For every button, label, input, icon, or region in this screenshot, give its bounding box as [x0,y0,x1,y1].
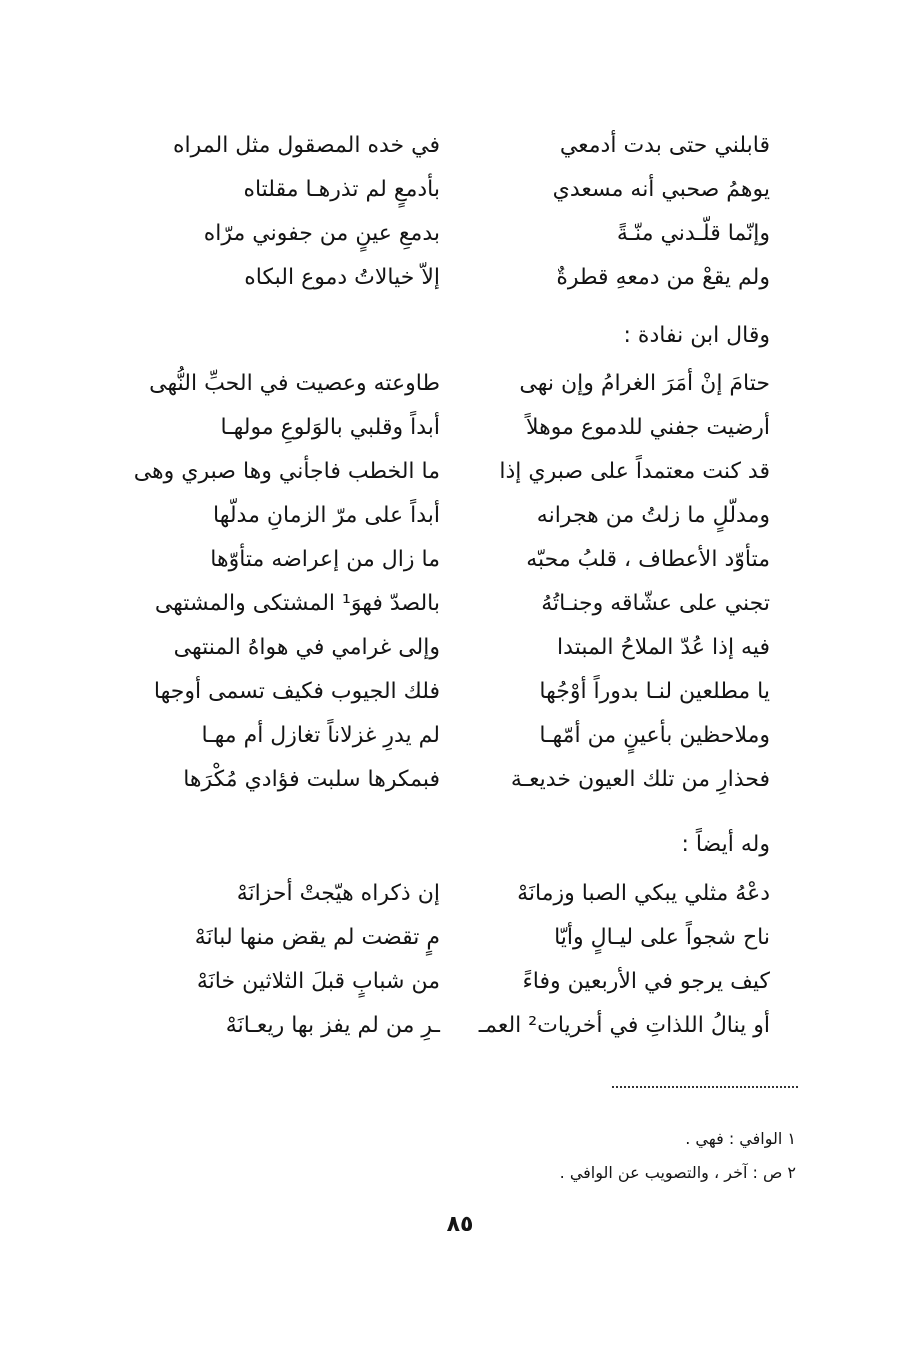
verse-first-hemistich: دعْهُ مثلي يبكي الصبا وزمانَهْ [517,881,770,906]
poem-3 [150,876,770,1052]
verse-first-hemistich: فحذارِ من تلك العيون خديعـة [510,767,770,792]
footnote-2: ٢ ص : آخر ، والتصويب عن الوافي . [559,1163,796,1182]
verse [150,586,770,630]
verse [150,410,770,454]
verse [150,674,770,718]
verse-second-hemistich: أبداً على مرّ الزمانِ مدلّها [212,503,440,528]
verse-second-hemistich: إلاّ خيالاتُ دموع البكاه [244,265,440,290]
verse-first-hemistich: قابلني حتى بدت أدمعي [559,133,770,158]
verse [133,454,770,498]
verse-second-hemistich: وإلى غرامي في هواهُ المنتهى [173,635,440,660]
footnote-divider [612,1086,798,1088]
verse-second-hemistich: ـرِ من لم يفز بها ريعـانَهْ [225,1013,440,1038]
poem-1 [150,128,770,304]
verse-first-hemistich: تجني على عشّاقه وجنـاتُهُ [541,591,770,616]
verse [150,1008,770,1052]
verse-second-hemistich: ما زال من إعراضه متأوّها [210,547,440,572]
verse-second-hemistich: من شبابٍ قبلَ الثلاثين خانَهْ [196,969,440,994]
verse-second-hemistich: بأدمعٍ لم تذرهـا مقلتاه [243,177,440,202]
verse [150,260,770,304]
verse-first-hemistich: وإنّما قلّـدني منّـةً [616,221,770,246]
verse-first-hemistich: كيف يرجو في الأربعين وفاءً [522,969,770,994]
verse-second-hemistich: ما الخطب فاجأني وها صبري وهى [133,459,440,484]
verse [150,718,770,762]
footnote-1: ١ الوافي : فهي . [685,1129,796,1148]
verse-first-hemistich: أرضيت جفني للدموع موهلاً [525,415,770,440]
verse [150,172,770,216]
verse-second-hemistich: أبداً وقلبي بالوَلوعِ مولهـا [220,415,440,440]
verse-first-hemistich: فيه إذا عُدّ الملاحُ المبتدا [557,635,770,660]
verse-second-hemistich: في خده المصقول مثل المراه [173,133,440,158]
verse-second-hemistich: مٍ تقضت لم يقض منها لبانَهْ [194,925,440,950]
verse-first-hemistich: ومدلّلٍ ما زلتُ من هجرانه [536,503,770,528]
verse-first-hemistich: ولم يقعْ من دمعهِ قطرةٌ [556,265,770,290]
verse-first-hemistich: حتامَ إنْ أمَرَ الغرامُ وإن نهى [519,371,770,396]
verse-first-hemistich: ناح شجواً على ليـالٍ وأيّا [554,925,770,950]
poem-intro: وقال ابن نفادة : [623,323,770,348]
verse [150,964,770,1008]
verse [150,128,770,172]
verse [150,216,770,260]
verse-second-hemistich: بدمعِ عينٍ من جفوني مرّاه [203,221,440,246]
verse-first-hemistich: يوهمُ صحبي أنه مسعدي [552,177,770,202]
verse-second-hemistich: فبمكرها سلبت فؤادي مُكْرَها [183,767,440,792]
verse-second-hemistich: لم يدرِ غزلاناً تغازل أم مهـا [201,723,440,748]
verse-first-hemistich: قد كنت معتمداً على صبري إذا [499,459,770,484]
verse-second-hemistich: إن ذكراه هيّجتْ أحزانَهْ [236,881,440,906]
verse-first-hemistich: أو ينالُ اللذاتِ في أخريات² العمـ [478,1013,770,1038]
page-number: ٨٥ [446,1212,474,1237]
poem-intro: وله أيضاً : [681,832,770,857]
verse [150,542,770,586]
verse [150,630,770,674]
verse-second-hemistich: طاوعته وعصيت في الحبِّ النُّهى [149,371,440,396]
verse [150,498,770,542]
poem-2 [133,366,770,806]
verse [150,366,770,410]
verse-second-hemistich: فلك الجيوب فكيف تسمى أوجها [153,679,440,704]
verse-first-hemistich: يا مطلعين لنـا بدوراً أوْجُها [539,679,770,704]
verse [150,920,770,964]
verse-first-hemistich: وملاحظين بأعينٍ من أمّهـا [539,723,770,748]
verse-first-hemistich: متأوّد الأعطاف ، قلبُ محبّه [526,547,770,572]
verse-second-hemistich: بالصدّ فهوَ¹ المشتكى والمشتهى [154,591,440,616]
verse [150,876,770,920]
verse [150,762,770,806]
